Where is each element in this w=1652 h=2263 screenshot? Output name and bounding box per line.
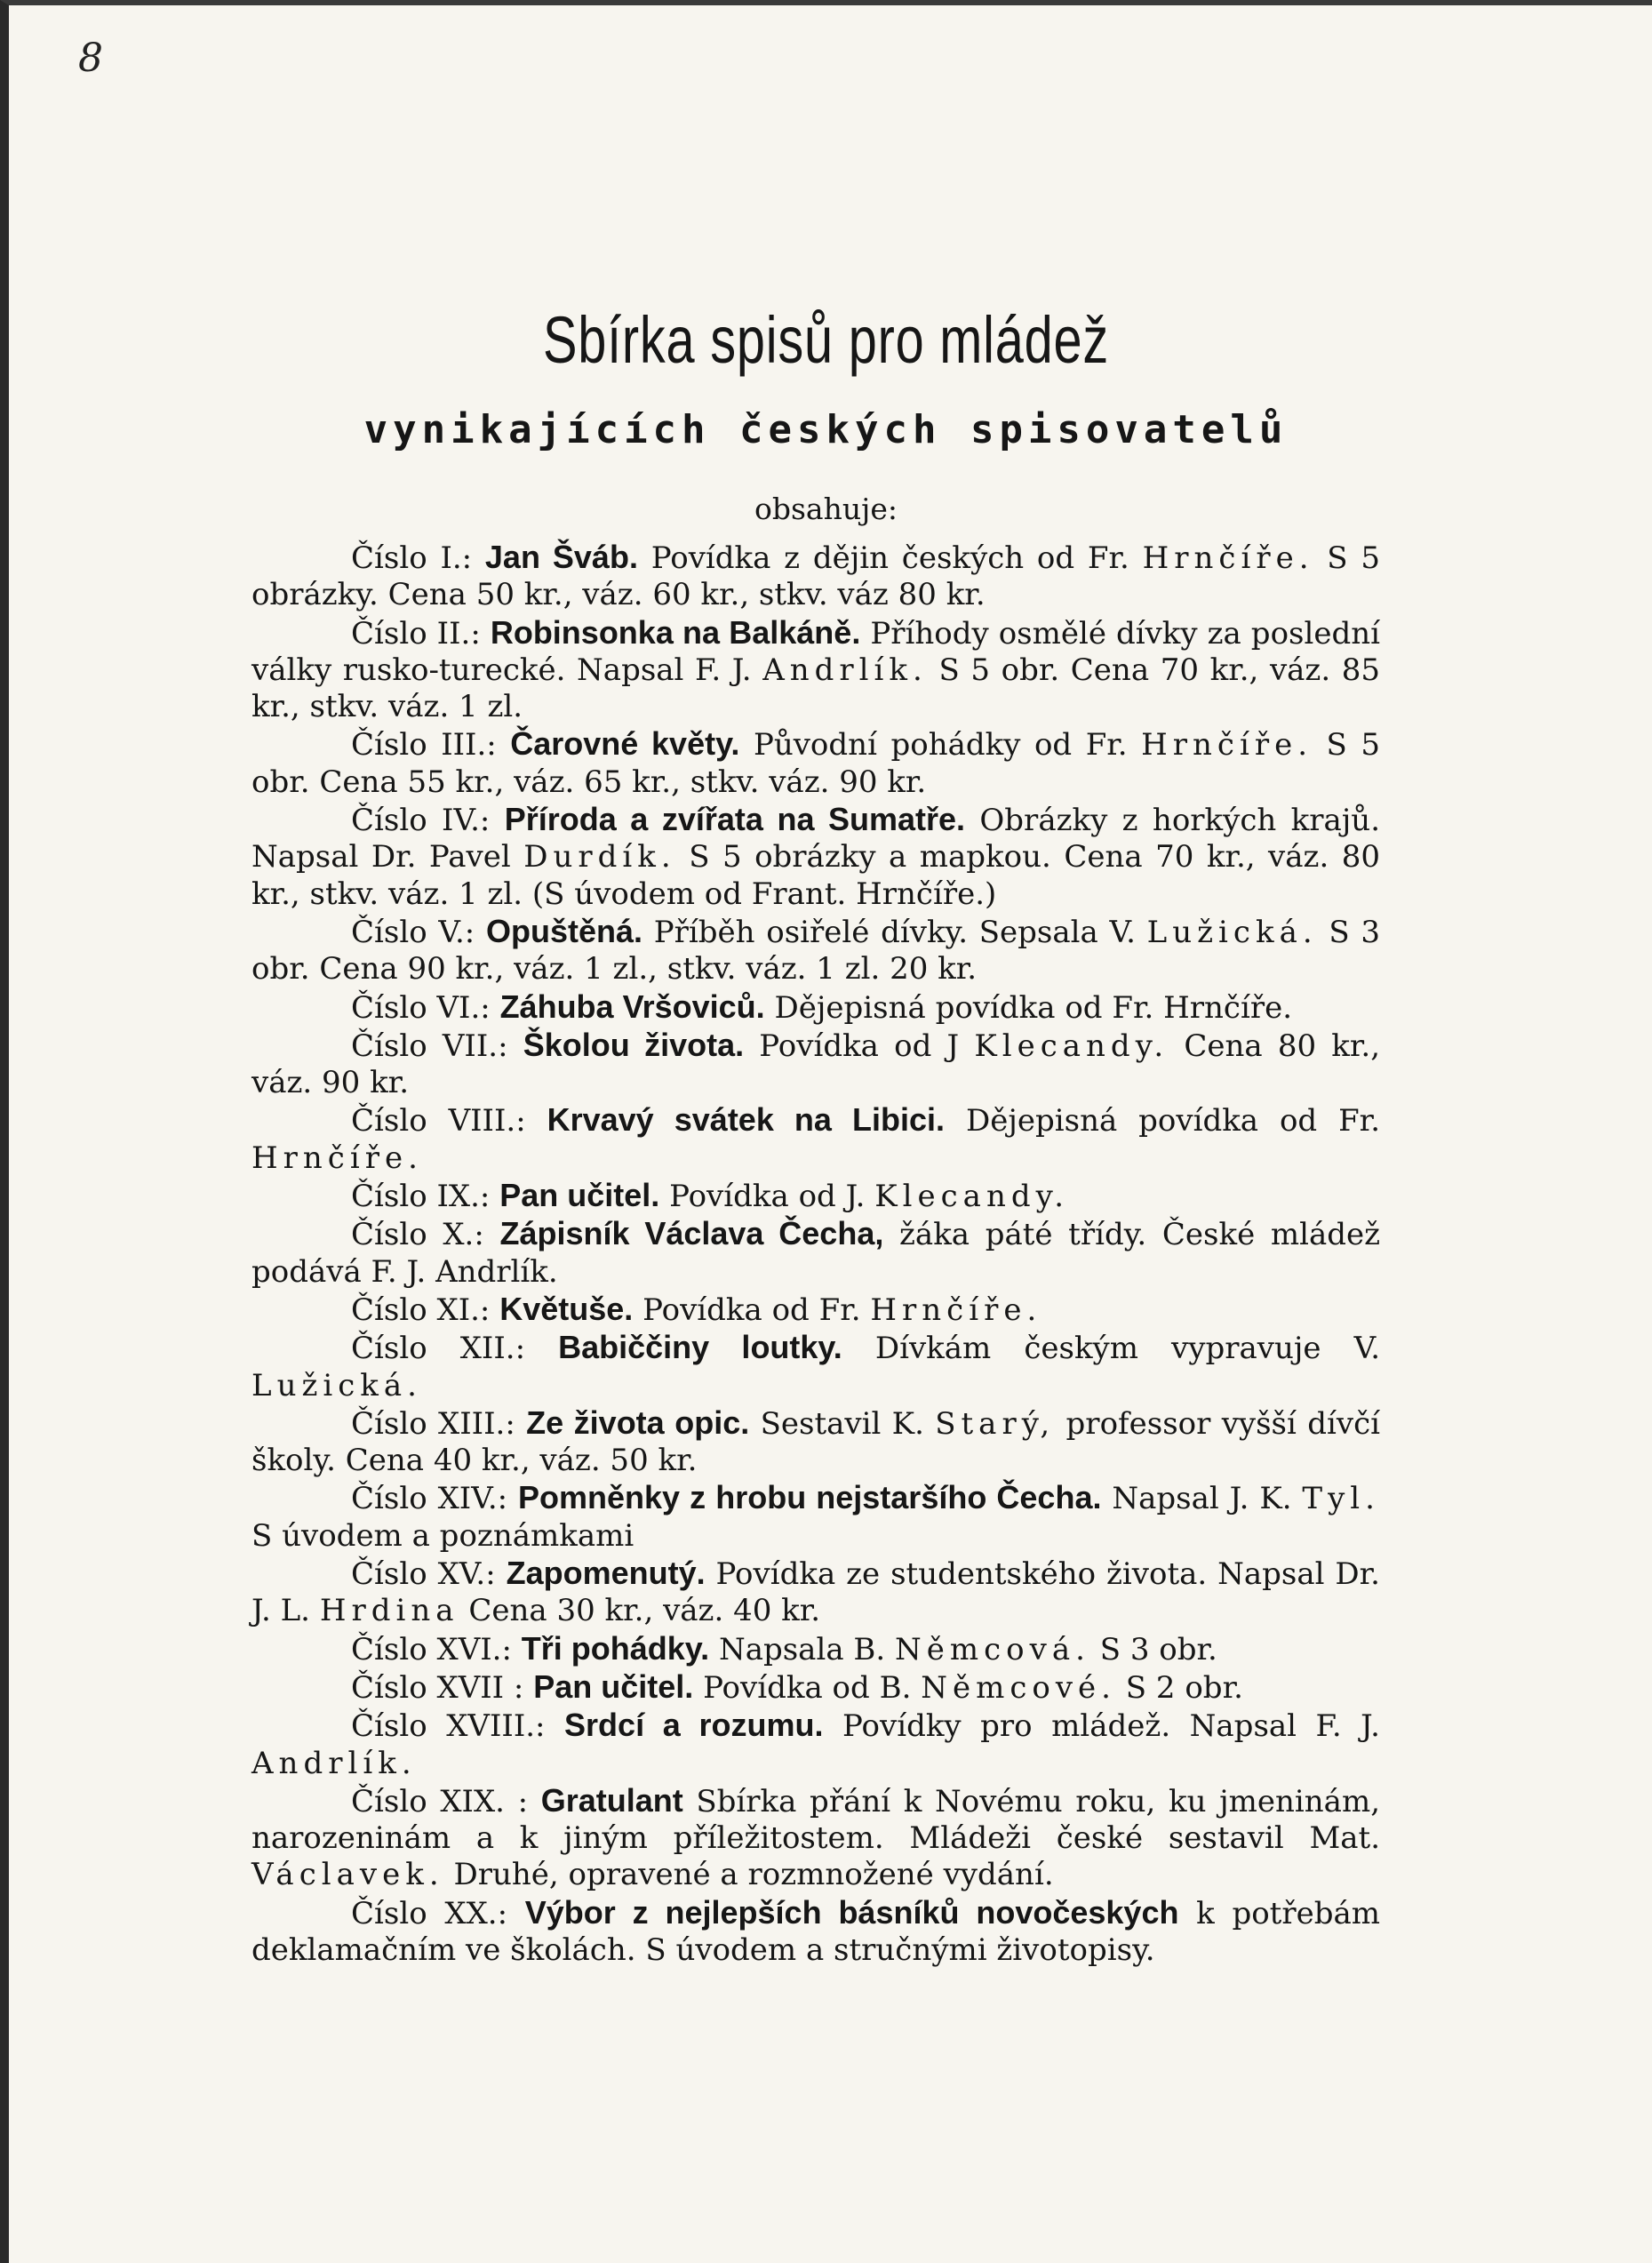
entry-author: Hrnčíře.	[251, 1139, 423, 1176]
list-item	[251, 1894, 1380, 1970]
entry-text: Dívkám českým vypravuje V.	[874, 1331, 1380, 1367]
entry-text: Dějepisná povídka od Fr.	[965, 1103, 1381, 1139]
entry-title: Ze života opic.	[526, 1403, 750, 1441]
list-item	[251, 1479, 1380, 1555]
entry-number: Číslo V.:	[351, 914, 475, 950]
entry-text: Povídka ze studentského života. Napsal Dr. J. L.	[251, 1556, 1380, 1629]
entry-author: Klecandy.	[874, 1179, 1070, 1215]
entry-author: Němcové.	[921, 1669, 1116, 1706]
entry-number: Číslo XVI.:	[351, 1631, 512, 1667]
entry-title: Robinsonka na Balkáně.	[490, 613, 861, 651]
entry-number: Číslo II.:	[351, 615, 481, 652]
entry-number: Číslo III.:	[351, 727, 497, 764]
entry-text: Dějepisná povídka od Fr. Hrnčíře.	[774, 989, 1293, 1026]
entry-text: Povídka z dějin českých od Fr.	[650, 540, 1129, 576]
entry-title: Příroda a zvířata na Sumatře.	[504, 801, 966, 838]
entry-number: Číslo IX.:	[351, 1179, 491, 1215]
entry-text: Povídka od J	[759, 1028, 960, 1064]
page-title: Sbírka spisů pro mládež	[542, 303, 1110, 377]
entry-details: S úvodem a poznámkami	[251, 1517, 634, 1554]
entry-details: S 5 obr. Cena 70 kr., váz. 85 kr., stkv. váz. 1 zl.	[251, 652, 1381, 725]
entry-details: professor vyšší dívčí školy. Cena 40 kr., váz. 50 kr.	[251, 1405, 1380, 1479]
list-item	[251, 1630, 1380, 1668]
list-item	[251, 1668, 1380, 1707]
list-item	[251, 1707, 1380, 1782]
entry-number: Číslo XIV.:	[351, 1481, 508, 1517]
entry-number: Číslo XVII :	[351, 1669, 524, 1706]
entry-author: Starý,	[935, 1405, 1056, 1442]
list-item	[251, 1215, 1380, 1291]
entry-author: Václavek.	[251, 1857, 444, 1893]
list-item	[251, 1782, 1380, 1894]
list-item	[251, 913, 1380, 988]
list-item	[251, 725, 1380, 801]
entry-title: Květuše.	[499, 1290, 634, 1327]
page-number: 8	[78, 36, 103, 81]
entry-text: Původní pohádky od Fr.	[753, 727, 1128, 764]
entry-text: Povídka od B.	[703, 1669, 912, 1706]
entry-author: Hrnčíře.	[1141, 727, 1313, 764]
entry-title: Záhuba Vršoviců.	[499, 988, 765, 1025]
entry-details: S 5 obrázky. Cena 50 kr., váz. 60 kr., stkv. váz 80 kr.	[251, 540, 1380, 613]
entry-text: Obrázky z horkých krajů. Napsal Dr. Pavel	[251, 803, 1381, 876]
entry-text: Povídka od J.	[669, 1179, 866, 1215]
entry-text: Napsala B.	[718, 1631, 886, 1667]
entry-number: Číslo XI.:	[351, 1291, 491, 1328]
list-item	[251, 614, 1380, 726]
entry-number: Číslo VIII.:	[351, 1103, 526, 1139]
entry-title: Výbor z nejlepších básníků novočeských	[524, 1893, 1179, 1931]
entry-title: Gratulant	[540, 1781, 683, 1819]
entry-author: Andrlík.	[762, 652, 928, 688]
entry-title: Školou života.	[523, 1026, 745, 1063]
entry-title: Čarovné květy.	[510, 725, 740, 763]
list-item	[251, 1329, 1380, 1404]
entry-title: Tři pohádky.	[521, 1629, 710, 1667]
entry-number: Číslo VII.:	[351, 1028, 508, 1064]
entry-author: Hrnčíře.	[870, 1291, 1042, 1328]
entry-number: Číslo XV.:	[351, 1556, 496, 1593]
entry-text: Příběh osiřelé dívky. Sepsala V.	[653, 914, 1136, 950]
entry-title: Babiččiny loutky.	[558, 1329, 842, 1366]
book-list	[251, 539, 1380, 1969]
list-item	[251, 1177, 1380, 1215]
entry-number: Číslo XII.:	[351, 1331, 526, 1367]
entry-text: Příhody osmělé dívky za poslední války rusko-turecké. Napsal F. J.	[251, 615, 1381, 688]
entry-text: žáka páté třídy. České mládež podává F. J. Andrlík.	[251, 1217, 1381, 1290]
entry-text: Sbírka přání k Novému roku, ku jmeninám, narozeninám a k jiným příležitostem. Mládeži české sestavil Mat.	[251, 1783, 1380, 1857]
list-item	[251, 1291, 1380, 1329]
entry-details: Druhé, opravené a rozmnožené vydání.	[453, 1857, 1054, 1893]
entry-author: Hrnčíře.	[1142, 540, 1314, 576]
entry-text: Sestavil K.	[760, 1405, 924, 1442]
entry-number: Číslo XIII.:	[351, 1405, 515, 1442]
entry-title: Zapomenutý.	[506, 1555, 706, 1592]
entry-title: Zápisník Václava Čecha,	[499, 1215, 884, 1252]
entry-number: Číslo I.:	[351, 540, 473, 576]
list-item	[251, 1404, 1380, 1480]
entry-number: Číslo XIX. :	[351, 1783, 529, 1819]
entry-title: Srdcí a rozumu.	[564, 1707, 824, 1744]
entry-author: Durdík.	[523, 839, 676, 876]
entry-author: Lužická.	[251, 1367, 422, 1403]
entry-details: Cena 30 kr., váz. 40 kr.	[468, 1593, 821, 1629]
entry-text: k potřebám deklamačním ve školách. S úvodem a stručnými životopisy.	[251, 1895, 1380, 1968]
entry-details: S 3 obr.	[1099, 1631, 1217, 1667]
entry-details: S 5 obrázky a mapkou. Cena 70 kr., váz. 80 kr., stkv. váz. 1 zl. (S úvodem od Frant. Hrnčíře.)	[251, 839, 1380, 912]
entry-author: Andrlík.	[251, 1745, 417, 1781]
entry-text: Napsal J. K.	[1112, 1481, 1292, 1517]
entry-details: S 2 obr.	[1125, 1669, 1243, 1706]
entry-details: S 5 obr. Cena 55 kr., váz. 65 kr., stkv. váz. 90 kr.	[251, 727, 1380, 800]
entry-details: S 3 obr. Cena 90 kr., váz. 1 zl., stkv. váz. 1 zl. 20 kr.	[251, 914, 1381, 988]
entry-text: Povídky pro mládež. Napsal F. J.	[842, 1708, 1380, 1745]
list-item	[251, 1101, 1380, 1177]
entry-number: Číslo VI.:	[351, 989, 491, 1026]
entry-number: Číslo XX.:	[351, 1895, 508, 1931]
entry-author: Němcová.	[895, 1631, 1090, 1667]
entry-title: Pan učitel.	[499, 1177, 660, 1214]
entry-title: Opuštěná.	[485, 912, 643, 949]
entry-text: Povídka od Fr.	[642, 1291, 861, 1328]
entry-number: Číslo X.:	[351, 1217, 484, 1253]
entry-title: Jan Šváb.	[484, 539, 638, 575]
list-item	[251, 539, 1380, 614]
page-subtitle: vynikajících českých spisovatelů	[363, 407, 1289, 452]
entry-title: Krvavý svátek na Libici.	[547, 1101, 946, 1139]
entry-author: Tyl.	[1302, 1481, 1380, 1517]
entry-author: Lužická.	[1146, 914, 1318, 950]
entry-author: Hrdina	[319, 1593, 459, 1629]
list-item	[251, 1555, 1380, 1630]
entry-number: Číslo IV.:	[351, 803, 491, 839]
entry-author: Klecandy.	[974, 1028, 1169, 1064]
entry-details: Cena 80 kr., váz. 90 kr.	[251, 1028, 1381, 1101]
entry-title: Pan učitel.	[533, 1667, 694, 1705]
list-item	[251, 988, 1380, 1027]
entry-number: Číslo XVIII.:	[351, 1708, 546, 1745]
list-item	[251, 801, 1380, 913]
list-item	[251, 1027, 1380, 1102]
intro-text: obsahuje:	[754, 492, 898, 526]
entry-title: Pomněnky z hrobu nejstaršího Čecha.	[517, 1479, 1102, 1516]
